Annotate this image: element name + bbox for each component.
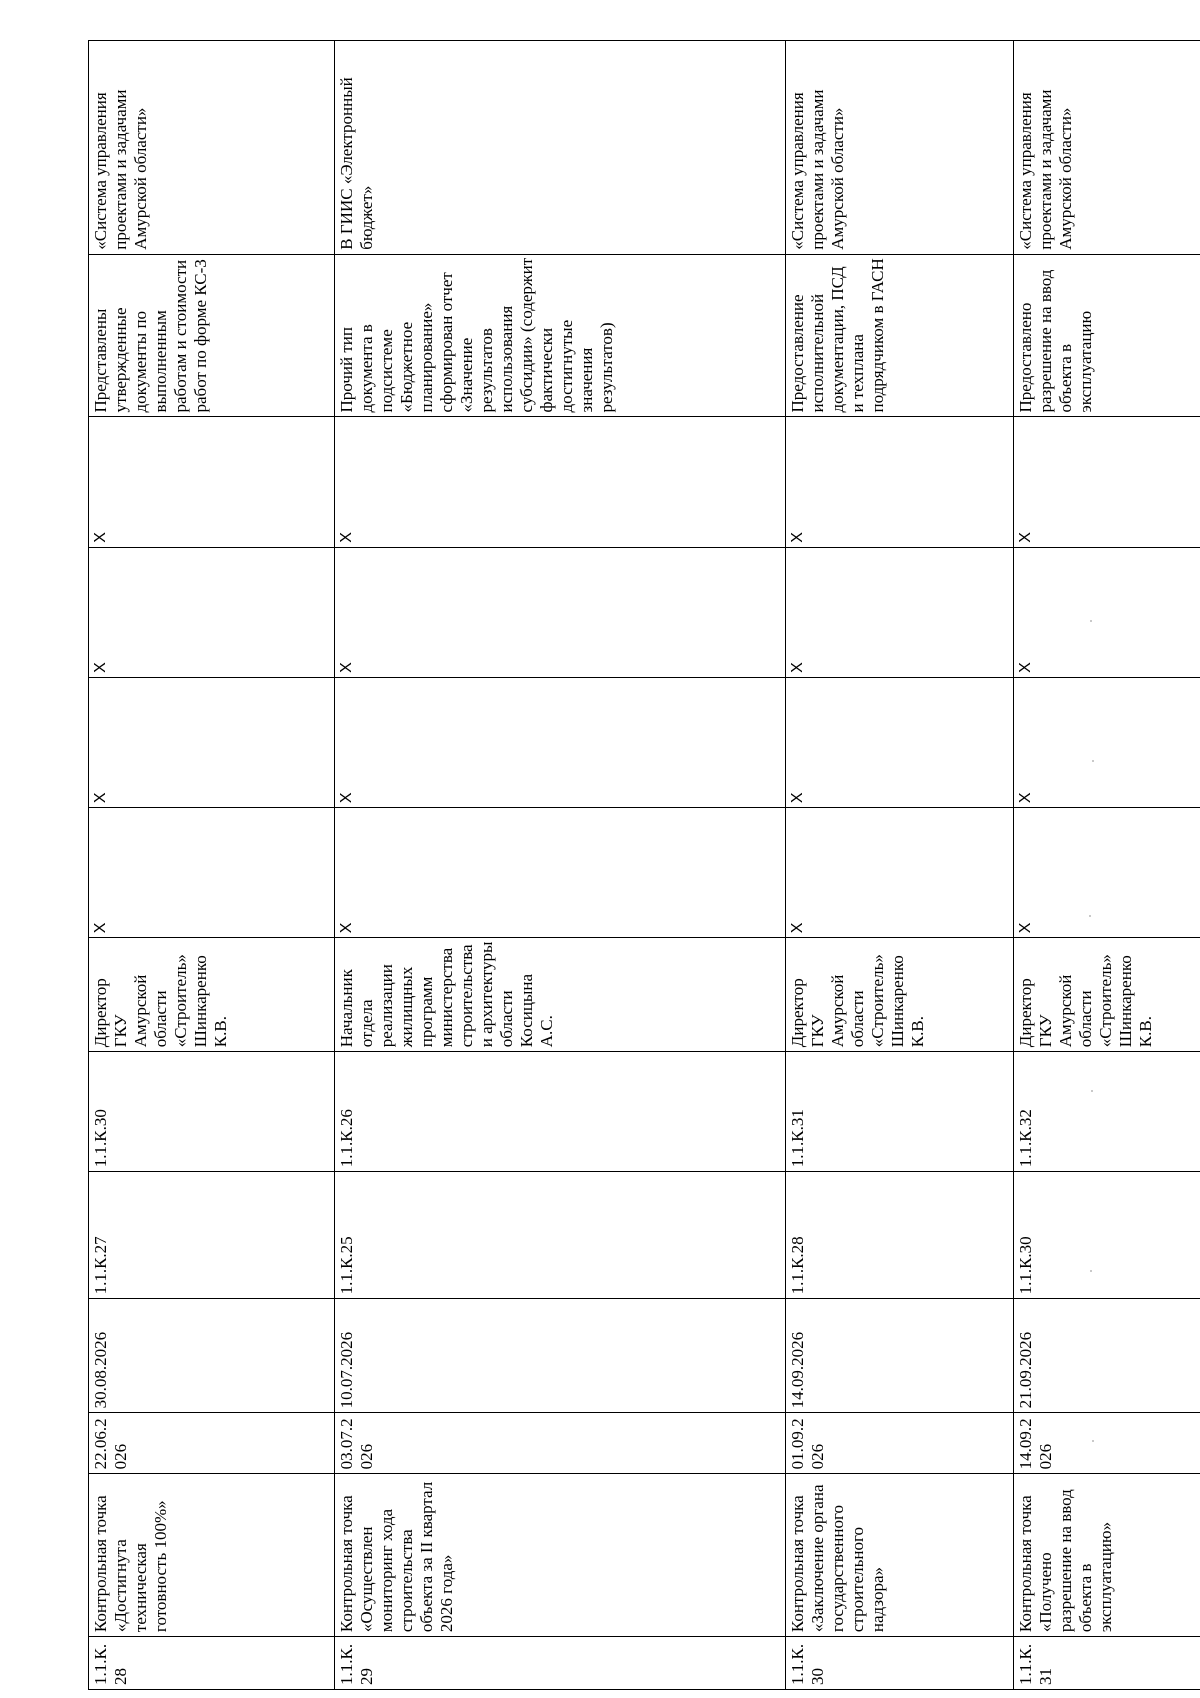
x-mark: Х xyxy=(785,417,1013,547)
x-mark: Х xyxy=(785,547,1013,677)
scan-speck xyxy=(1092,760,1094,762)
predecessor: 1.1.К.30 xyxy=(1013,1172,1200,1299)
successor: 1.1.К.32 xyxy=(1013,1052,1200,1172)
start-date: 01.09.2026 xyxy=(785,1413,1013,1474)
x-mark: Х xyxy=(1013,547,1200,677)
table-row xyxy=(89,41,335,1690)
x-mark: Х xyxy=(89,808,335,938)
x-mark: Х xyxy=(785,808,1013,938)
end-date: 14.09.2026 xyxy=(785,1299,1013,1413)
info-system: В ГИИС «Электронный бюджет» xyxy=(335,41,785,255)
point-name: Контрольная точка «Осуществлен мониторинг хода строительства объекта за II квартал 2026 года» xyxy=(335,1474,785,1637)
successor: 1.1.К.26 xyxy=(335,1052,785,1172)
x-mark: Х xyxy=(785,677,1013,807)
responsible: Директор ГКУ Амурской области «Строитель» Шинкаренко К.В. xyxy=(1013,938,1200,1052)
table-row xyxy=(785,41,1013,1690)
result-document: Предоставлено разрешение на ввод объекта в эксплуатацию xyxy=(1013,254,1200,417)
x-mark: Х xyxy=(335,808,785,938)
control-points-table xyxy=(88,40,1200,1690)
result-document: Прочий тип документа в подсистеме «Бюджетное планирование» сформирован отчет «Значение результатов использования субсидии» (содержит фактически достигнутые значения результатов) xyxy=(335,254,785,417)
point-number: 1.1.К.31 xyxy=(1013,1637,1200,1690)
x-mark: Х xyxy=(1013,417,1200,547)
responsible: Директор ГКУ Амурской области «Строитель» Шинкаренко К.В. xyxy=(89,938,335,1052)
predecessor: 1.1.К.25 xyxy=(335,1172,785,1299)
x-mark: Х xyxy=(89,677,335,807)
predecessor: 1.1.К.28 xyxy=(785,1172,1013,1299)
x-mark: Х xyxy=(1013,677,1200,807)
x-mark: Х xyxy=(89,547,335,677)
table-row xyxy=(335,41,785,1690)
scan-speck xyxy=(1090,1270,1092,1272)
rotated-page xyxy=(88,40,1200,1690)
table-row xyxy=(1013,41,1200,1690)
scan-speck xyxy=(1090,620,1092,622)
end-date: 10.07.2026 xyxy=(335,1299,785,1413)
scan-speck xyxy=(1092,1440,1094,1442)
x-mark: Х xyxy=(1013,808,1200,938)
successor: 1.1.К.30 xyxy=(89,1052,335,1172)
responsible: Начальник отдела реализации жилищных программ министерства строительства и архитектуры области Косицына А.С. xyxy=(335,938,785,1052)
x-mark: Х xyxy=(89,417,335,547)
x-mark: Х xyxy=(335,677,785,807)
point-number: 1.1.К.29 xyxy=(335,1637,785,1690)
start-date: 22.06.2026 xyxy=(89,1413,335,1474)
point-number: 1.1.К.28 xyxy=(89,1637,335,1690)
responsible: Директор ГКУ Амурской области «Строитель» Шинкаренко К.В. xyxy=(785,938,1013,1052)
result-document: Предоставление исполнительной документации, ПСД и техплана подрядчиком в ГАСН xyxy=(785,254,1013,417)
info-system: «Система управления проектами и задачами Амурской области» xyxy=(785,41,1013,255)
x-mark: Х xyxy=(335,417,785,547)
point-name: Контрольная точка «Заключение органа государственного строительного надзора» xyxy=(785,1474,1013,1637)
point-name: Контрольная точка «Получено разрешение на ввод объекта в эксплуатацию» xyxy=(1013,1474,1200,1637)
info-system: «Система управления проектами и задачами Амурской области» xyxy=(89,41,335,255)
successor: 1.1.К.31 xyxy=(785,1052,1013,1172)
end-date: 30.08.2026 xyxy=(89,1299,335,1413)
scan-speck xyxy=(1091,1090,1093,1092)
end-date: 21.09.2026 xyxy=(1013,1299,1200,1413)
start-date: 03.07.2026 xyxy=(335,1413,785,1474)
predecessor: 1.1.К.27 xyxy=(89,1172,335,1299)
result-document: Представлены утвержденные документы по выполненным работам и стоимости работ по форме КС-3 xyxy=(89,254,335,417)
point-number: 1.1.К.30 xyxy=(785,1637,1013,1690)
start-date: 14.09.2026 xyxy=(1013,1413,1200,1474)
info-system: «Система управления проектами и задачами Амурской области» xyxy=(1013,41,1200,255)
x-mark: Х xyxy=(335,547,785,677)
scan-speck xyxy=(1089,915,1091,917)
point-name: Контрольная точка «Достигнута техническая готовность 100%» xyxy=(89,1474,335,1637)
